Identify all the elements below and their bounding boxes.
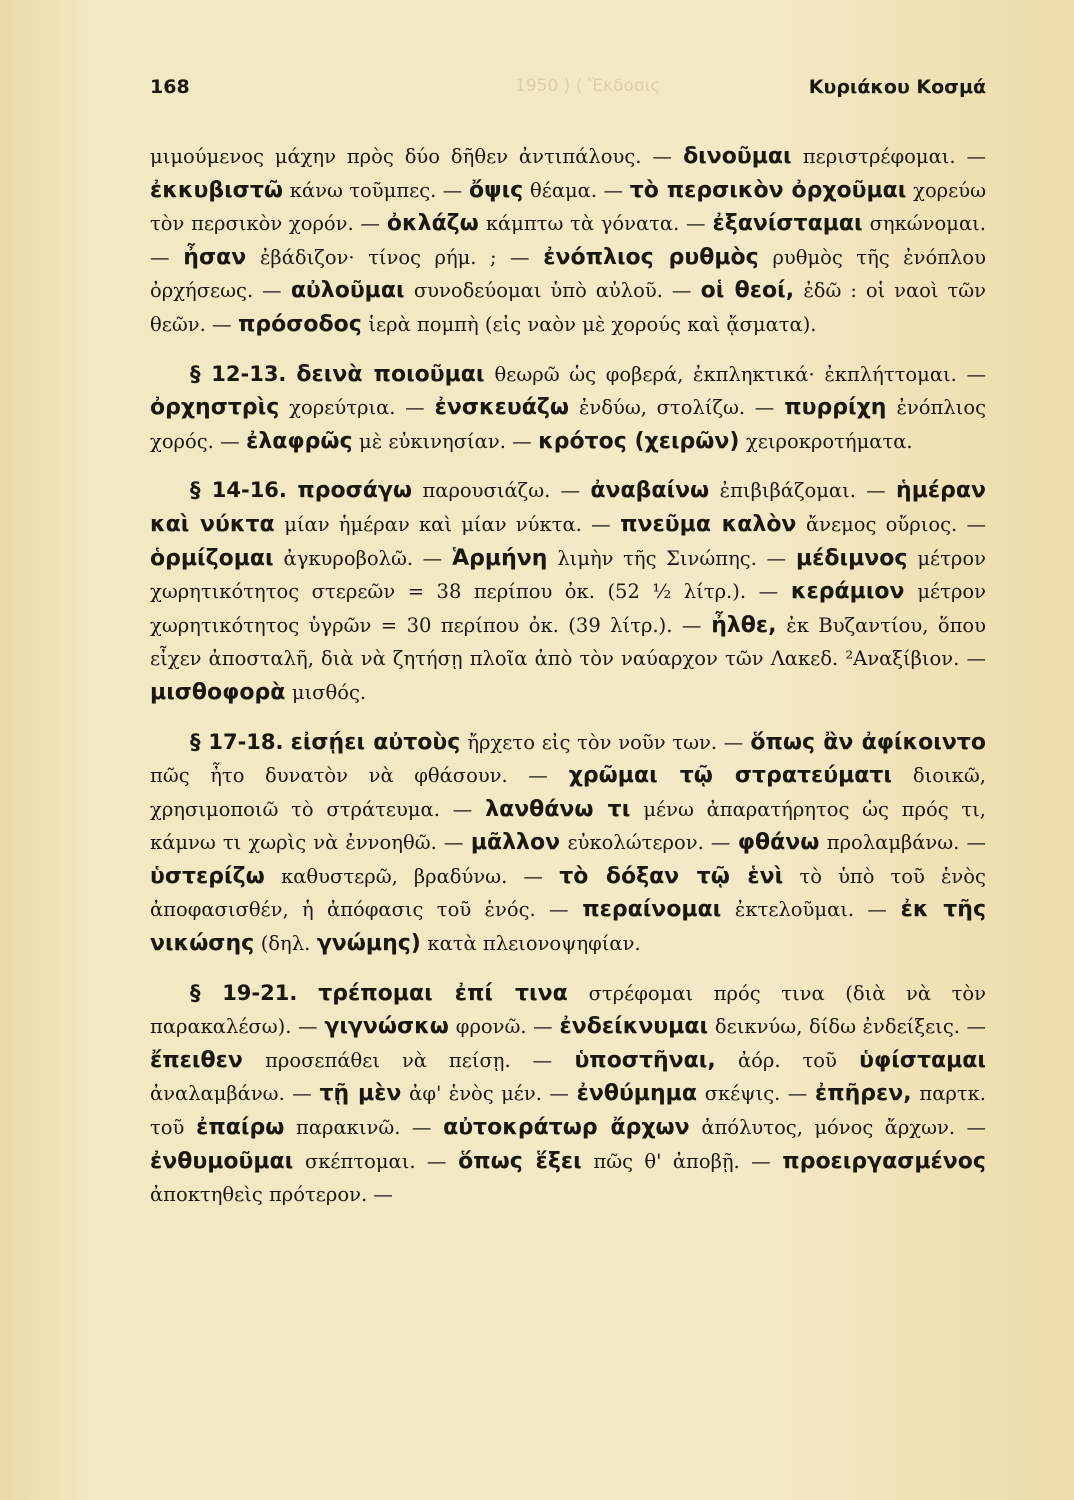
term: ἐπῆρεν, bbox=[814, 1081, 912, 1107]
term: τὸ περσικὸν ὀρχοῦμαι bbox=[629, 177, 907, 203]
term: μισθοφορὰ bbox=[150, 679, 286, 705]
term: ἐνθυμοῦμαι bbox=[150, 1148, 294, 1174]
term: δεινὰ ποιοῦμαι bbox=[296, 361, 485, 387]
term: χρῶμαι τῷ στρατεύματι bbox=[568, 763, 892, 789]
glossary-text bbox=[150, 140, 986, 1212]
gloss: ἀπόλυτος, μόνος ἄρχων. — bbox=[701, 1116, 986, 1140]
gloss: προσεπάθει νὰ πείσῃ. — bbox=[265, 1048, 553, 1072]
gloss: ἐβάδιζον· τίνος ρήμ. ; — bbox=[259, 245, 530, 269]
gloss: τὸ ὑπὸ τοῦ ἑνὸς ἀποφασισθέν, ἡ ἀπόφασις τοῦ ἑνός. — bbox=[150, 864, 986, 922]
gloss: ἀναλαμβάνω. — bbox=[150, 1082, 312, 1106]
gloss: παρουσιάζω. — bbox=[422, 479, 580, 503]
gloss: μιμούμενος μάχην πρὸς δύο δῆθεν ἀντιπάλους. — bbox=[150, 145, 672, 168]
term: ἐξανίσταμαι bbox=[712, 211, 863, 237]
gloss: καθυστερῶ, βραδύνω. — bbox=[281, 864, 543, 888]
gloss: χορεύω τὸν περσικὸν χορόν. — bbox=[150, 178, 987, 236]
term: ἦλθε, bbox=[711, 612, 777, 638]
term: ἐνδείκνυμαι bbox=[559, 1014, 709, 1040]
gloss: ἀφ' ἑνὸς μέν. — bbox=[409, 1082, 569, 1106]
gloss: φρονῶ. — bbox=[455, 1015, 553, 1039]
paragraph bbox=[150, 726, 986, 961]
term: αὐλοῦμαι bbox=[290, 278, 405, 304]
gloss: μέτρον χωρητικότητος ὑγρῶν = 30 περίπου ὀκ. (39 λίτρ.). — bbox=[150, 580, 986, 637]
term: ἦσαν bbox=[183, 244, 247, 270]
gloss: ἐκτελοῦμαι. — bbox=[734, 898, 887, 922]
gloss: μὲ εὐκινησίαν. — bbox=[359, 429, 532, 453]
term: ἔπειθεν bbox=[150, 1047, 243, 1073]
term: Ἁρμήνη bbox=[452, 545, 548, 571]
term: μᾶλλον bbox=[470, 830, 561, 856]
term: γνώμης) bbox=[316, 931, 421, 957]
term: ὅπως ἂν ἀφίκοιντο bbox=[750, 729, 986, 755]
paragraph bbox=[150, 358, 986, 459]
term: ὅπως ἕξει bbox=[458, 1148, 582, 1174]
term: ἐπαίρω bbox=[196, 1115, 285, 1141]
term: εἰσῄει αὐτοὺς bbox=[290, 729, 461, 755]
gloss: παρακινῶ. — bbox=[296, 1116, 432, 1140]
term: τὸ δόξαν τῷ ἑνὶ bbox=[559, 863, 784, 889]
gloss: διοικῶ, χρησιμοποιῶ τὸ στράτευμα. — bbox=[150, 764, 986, 821]
gloss: χειροκροτήματα. bbox=[745, 429, 913, 453]
term: πρόσοδος bbox=[238, 311, 362, 337]
gloss: εὐκολώτερον. — bbox=[567, 831, 731, 855]
gloss: συνοδεύομαι ὑπὸ αὐλοῦ. — bbox=[413, 279, 692, 303]
term: ἐνόπλιος ρυθμὸς bbox=[543, 244, 759, 270]
gloss: ἐνόπλιος χορός. — bbox=[150, 396, 986, 453]
term: ὑφίσταμαι bbox=[859, 1047, 986, 1073]
term: ὑποστῆναι, bbox=[574, 1047, 716, 1073]
gloss: λιμὴν τῆς Σινώπης. — bbox=[557, 546, 787, 570]
paragraph bbox=[150, 977, 986, 1212]
gloss: χορεύτρια. — bbox=[289, 396, 425, 420]
gloss: ἄνεμος οὔριος. — bbox=[805, 512, 986, 536]
gloss: ἐδῶ : οἱ ναοὶ τῶν θεῶν. — bbox=[150, 279, 986, 336]
term: τῇ μὲν bbox=[319, 1081, 402, 1107]
term: κεράμιον bbox=[790, 579, 905, 605]
gloss: ρυθμὸς τῆς ἐνόπλου ὀρχήσεως. — bbox=[150, 245, 986, 303]
gloss: σκέψις. — bbox=[704, 1082, 808, 1106]
gloss: ἀόρ. τοῦ bbox=[737, 1048, 837, 1072]
gloss: προλαμβάνω. — bbox=[826, 831, 986, 855]
gloss: μισθός. bbox=[291, 680, 367, 704]
term: κρότος (χειρῶν) bbox=[538, 428, 740, 454]
gloss: στρέφομαι πρός τινα (διὰ νὰ τὸν παρακαλέσω). — bbox=[150, 981, 986, 1039]
gloss: ἀποκτηθεὶς πρότερον. — bbox=[150, 1183, 393, 1207]
term: πνεῦμα καλὸν bbox=[620, 511, 797, 537]
gloss: πῶς ἦτο δυνατὸν νὰ φθάσουν. — bbox=[150, 764, 548, 788]
gloss: ἱερὰ πομπὴ (εἰς ναὸν μὲ χορούς καὶ ᾄσματα). bbox=[368, 312, 817, 336]
running-head: Κυριάκου Κοσμά bbox=[808, 76, 986, 98]
page-number: 168 bbox=[150, 76, 190, 98]
section-number: § 17-18. bbox=[190, 729, 284, 754]
gloss: ἐνδύω, στολίζω. — bbox=[578, 396, 775, 420]
term: ὀκλάζω bbox=[386, 211, 479, 237]
bleed-through-text: 1950 ) ( Ἔκδοσις bbox=[515, 76, 661, 96]
paragraph bbox=[150, 474, 986, 709]
gloss: παρτκ. τοῦ bbox=[150, 1082, 986, 1140]
gloss: κάνω τοῦμπες. — bbox=[289, 178, 463, 202]
term: πυρρίχη bbox=[784, 395, 887, 421]
gloss: (δηλ. bbox=[260, 932, 311, 956]
gloss: ἤρχετο εἰς τὸν νοῦν των. — bbox=[467, 730, 744, 754]
term: αὐτοκράτωρ ἄρχων bbox=[443, 1115, 690, 1141]
gloss: πῶς θ' ἀποβῇ. — bbox=[593, 1149, 771, 1173]
term: λανθάνω τι bbox=[485, 796, 631, 822]
term: δινοῦμαι bbox=[683, 144, 792, 169]
term: οἱ θεοί, bbox=[700, 278, 795, 304]
term: ἀναβαίνω bbox=[590, 478, 710, 504]
gloss: περιστρέφομαι. — bbox=[802, 145, 986, 168]
term: ἐνθύμημα bbox=[576, 1081, 697, 1107]
term: ὀρχηστρὶς bbox=[150, 395, 280, 421]
gloss: σηκώνομαι. — bbox=[150, 212, 986, 269]
term: προειργασμένος bbox=[782, 1148, 986, 1174]
gloss: σκέπτομαι. — bbox=[304, 1149, 447, 1173]
gloss: μένω ἀπαρατήρητος ὡς πρός τι, κάμνω τι χωρὶς νὰ ἐννοηθῶ. — bbox=[150, 797, 986, 855]
term: μέδιμνος bbox=[795, 545, 908, 571]
section-number: § 14-16. bbox=[190, 478, 287, 503]
term: περαίνομαι bbox=[582, 897, 722, 923]
gloss: μέτρον χωρητικότητος στερεῶν = 38 περίπου ὀκ. (52 ½ λίτρ.). — bbox=[150, 546, 986, 604]
term: προσάγω bbox=[297, 478, 412, 504]
term: ἐλαφρῶς bbox=[246, 428, 353, 454]
term: ἐκκυβιστῶ bbox=[150, 177, 283, 203]
term: ὁρμίζομαι bbox=[150, 545, 274, 571]
gloss: θεωρῶ ὡς φοβερά, ἐκπληκτικά· ἐκπλήττομαι. — bbox=[494, 362, 986, 386]
section-number: § 19-21. bbox=[190, 980, 298, 1005]
gloss: ἐκ Βυζαντίου, ὅπου εἶχεν ἀποσταλῆ, διὰ νὰ ζητήσῃ πλοῖα ἀπὸ τὸν ναύαρχον τῶν Λακεδ. ²Αναξίβιον. — bbox=[150, 613, 986, 671]
term: ὑστερίζω bbox=[150, 863, 265, 889]
term: ἡμέραν καὶ νύκτα bbox=[150, 478, 986, 537]
gloss: θέαμα. — bbox=[529, 178, 623, 202]
term: ἐνσκευάζω bbox=[434, 395, 569, 421]
term: γιγνώσκω bbox=[324, 1014, 449, 1040]
gloss: κατὰ πλειονοψηφίαν. bbox=[427, 932, 641, 956]
term: φθάνω bbox=[737, 830, 820, 856]
gloss: ἀγκυροβολῶ. — bbox=[283, 546, 443, 570]
gloss: δεικνύω, δίδω ἐνδείξεις. — bbox=[714, 1015, 986, 1039]
term: ὄψις bbox=[469, 177, 524, 203]
gloss: μίαν ἡμέραν καὶ μίαν νύκτα. — bbox=[284, 512, 611, 536]
term: τρέπομαι ἐπί τινα bbox=[318, 980, 568, 1006]
term: ἐκ τῆς νικώσης bbox=[150, 897, 986, 957]
section-number: § 12-13. bbox=[190, 361, 287, 386]
gloss: κάμπτω τὰ γόνατα. — bbox=[485, 212, 706, 236]
gloss: ἐπιβιβάζομαι. — bbox=[719, 479, 886, 503]
paragraph bbox=[150, 140, 986, 342]
